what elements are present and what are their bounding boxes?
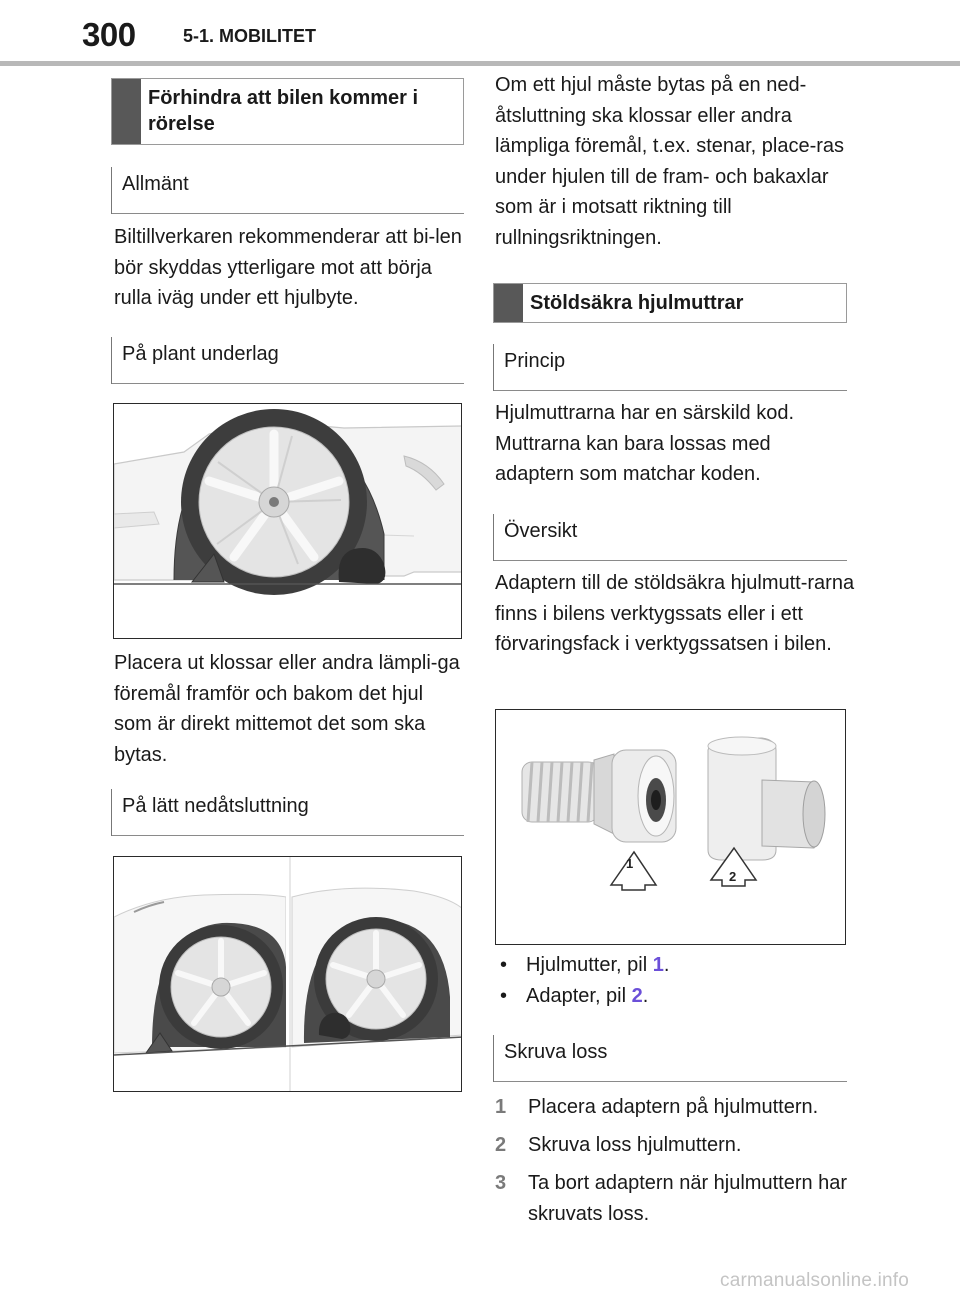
section-heading-locking-nuts xyxy=(493,283,847,323)
subheading-text: Princip xyxy=(504,350,566,372)
subheading-rule xyxy=(494,390,847,391)
bullet-text-main: Hjulmutter, pil xyxy=(526,954,653,976)
slope-chock-illustration xyxy=(114,857,462,1092)
subheading-slight-slope xyxy=(111,789,464,836)
step-item xyxy=(495,1130,860,1162)
page-header xyxy=(0,0,960,70)
bullet-dot: • xyxy=(500,954,508,976)
subheading-text: Allmänt xyxy=(122,173,189,195)
header-rule xyxy=(0,61,960,66)
chapter-title: 5-1. MOBILITET xyxy=(183,26,317,46)
section-title: Förhindra att bilen kommer i rörelse xyxy=(148,87,419,135)
step-number: 3 xyxy=(495,1172,507,1194)
step-item xyxy=(495,1092,860,1124)
section-bar xyxy=(494,284,523,322)
arrow-number: 2 xyxy=(631,985,643,1007)
bullet-dot: • xyxy=(500,985,508,1007)
paragraph-general: Biltillverkaren rekommenderar att bi-len bör skyddas ytterligare mot att börja rulla iväg under ett hjulbyte. xyxy=(114,226,462,309)
watermark: carmanualsonline.info xyxy=(720,1270,910,1291)
bullet-text xyxy=(526,981,648,1011)
subheading-text: På plant underlag xyxy=(122,343,279,365)
page-number: 300 xyxy=(82,16,136,53)
paragraph-flat-ground: Placera ut klossar eller andra lämpli-ga föremål framför och bakom det hjul som är direkt mittemot det som ska bytas. xyxy=(114,652,460,766)
bullet-end: . xyxy=(642,985,649,1007)
subheading-general xyxy=(111,167,464,214)
paragraph-slope: Om ett hjul måste bytas på en ned-åtsluttning ska klossar eller andra lämpliga föremål, t.ex. stenar, place-ras under hjulen till de fram- och bakaxlar som är i motsatt riktning till rullningsriktningen. xyxy=(495,74,845,249)
subheading-text: Skruva loss xyxy=(504,1041,608,1063)
paragraph-principle: Hjulmuttrarna har en särskild kod. Muttrarna kan bara lossas med adaptern som matchar koden. xyxy=(495,402,795,485)
bullet-text-main: Adapter, pil xyxy=(526,985,632,1007)
step-text: Placera adaptern på hjulmuttern. xyxy=(528,1096,819,1118)
figure-label-2: 2 xyxy=(729,869,737,884)
step-number: 2 xyxy=(495,1134,507,1156)
paragraph-overview: Adaptern till de stöldsäkra hjulmutt-rarna finns i bilens verktygssats eller i ett förvaringsfack i verktygssatsen i bilen. xyxy=(495,572,855,655)
list-item xyxy=(500,950,840,980)
bullet-end: . xyxy=(663,954,670,976)
bullet-text xyxy=(526,950,669,980)
figure-flat-ground-wheel xyxy=(113,403,462,639)
subheading-rule xyxy=(112,383,464,384)
subheading-text: Översikt xyxy=(504,520,578,542)
step-text: Ta bort adaptern när hjulmuttern har skruvats loss. xyxy=(528,1172,848,1225)
arrow-number: 1 xyxy=(652,954,664,976)
step-number: 1 xyxy=(495,1096,507,1118)
figure-wheel-nut-adapter xyxy=(495,709,846,945)
subheading-rule xyxy=(112,213,464,214)
subheading-flat-ground xyxy=(111,337,464,384)
wheel-bolt-threads xyxy=(522,762,598,822)
section-heading-prevent-rolling xyxy=(111,78,464,145)
figure-slope-wheels xyxy=(113,856,462,1092)
wheel-chock-illustration xyxy=(114,404,462,639)
section-bar xyxy=(112,79,141,144)
subheading-text: På lätt nedåtsluttning xyxy=(122,795,309,817)
subheading-rule xyxy=(494,560,847,561)
wheel-nut-adapter-illustration xyxy=(496,710,846,945)
subheading-unscrew xyxy=(493,1035,847,1082)
figure-label-1: 1 xyxy=(626,856,634,871)
step-text: Skruva loss hjulmuttern. xyxy=(528,1134,742,1156)
subheading-rule xyxy=(494,1081,847,1082)
step-item xyxy=(495,1168,860,1232)
list-item xyxy=(500,981,840,1011)
subheading-principle xyxy=(493,344,847,391)
subheading-overview xyxy=(493,514,847,561)
subheading-rule xyxy=(112,835,464,836)
section-title: Stöldsäkra hjulmuttrar xyxy=(530,292,744,314)
